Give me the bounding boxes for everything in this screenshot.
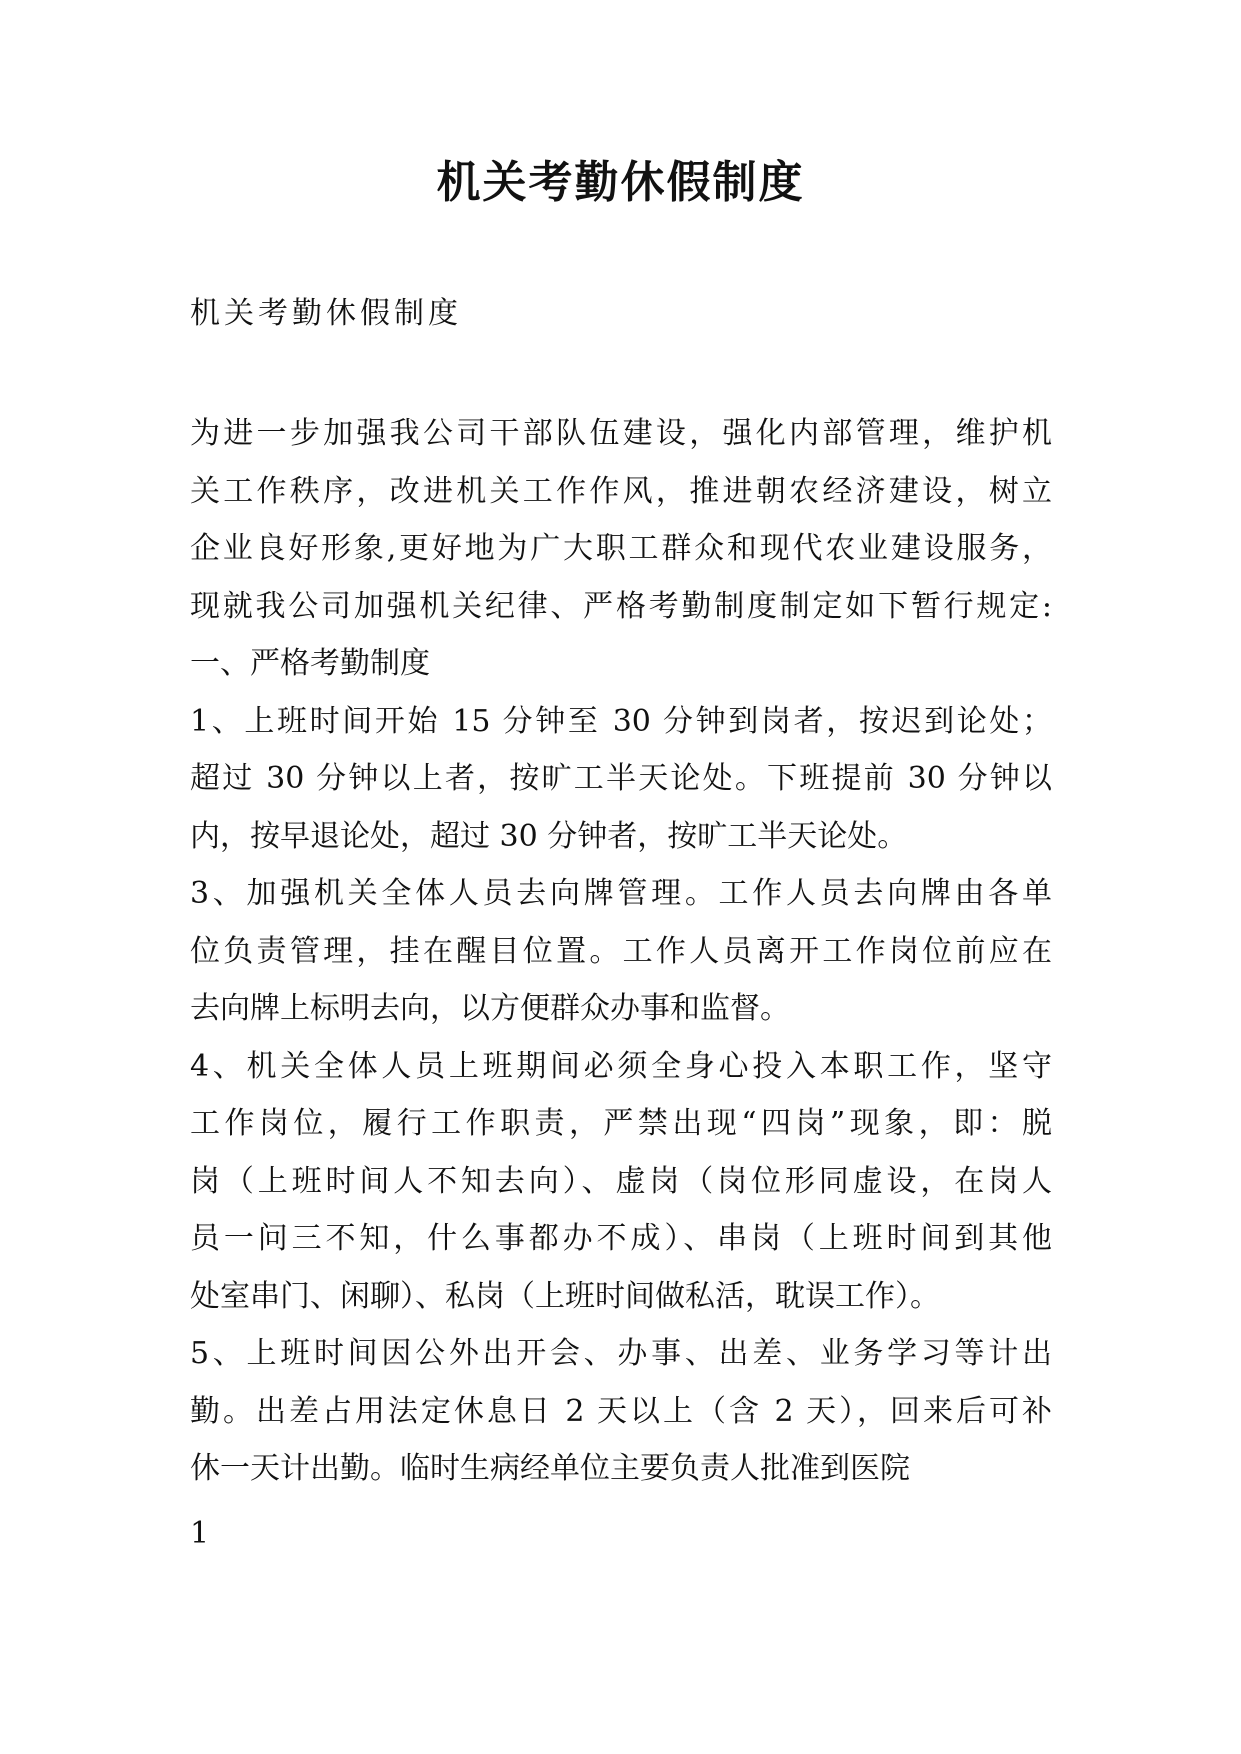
body-line: 位负责管理，挂在醒目位置。工作人员离开工作岗位前应在 — [190, 933, 1052, 969]
body-line: 现就我公司加强机关纪律、严格考勤制度制定如下暂行规定: — [190, 588, 1052, 624]
body-line: 岗（上班时间人不知去向）、虚岗（岗位形同虚设，在岗人 — [190, 1163, 1052, 1199]
document-body — [190, 405, 1052, 1498]
body-line: 1、上班时间开始 15 分钟至 30 分钟到岗者，按迟到论处； — [190, 703, 1052, 739]
body-line: 去向牌上标明去向，以方便群众办事和监督。 — [190, 991, 790, 1026]
body-line: 4、机关全体人员上班期间必须全身心投入本职工作，坚守 — [190, 1048, 1052, 1084]
body-line: 超过 30 分钟以上者，按旷工半天论处。下班提前 30 分钟以 — [190, 761, 1052, 796]
body-line: 企业良好形象,更好地为广大职工群众和现代农业建设服务， — [190, 531, 1052, 566]
body-line: 内，按早退论处，超过 30 分钟者，按旷工半天论处。 — [190, 818, 908, 854]
body-line: 5、上班时间因公外出开会、办事、出差、业务学习等计出 — [190, 1336, 1052, 1371]
body-line: 工作岗位，履行工作职责，严禁出现“四岗”现象，即：脱 — [190, 1106, 1052, 1141]
body-line: 勤。出差占用法定休息日 2 天以上（含 2 天），回来后可补 — [190, 1393, 1052, 1429]
page-number: 1 — [190, 1516, 210, 1551]
document-title: 机关考勤休假制度 — [436, 157, 805, 208]
body-line: 一、严格考勤制度 — [190, 646, 430, 681]
body-line: 为进一步加强我公司干部队伍建设，强化内部管理，维护机 — [190, 416, 1052, 451]
body-line: 处室串门、闲聊）、私岗（上班时间做私活，耽误工作）。 — [190, 1278, 940, 1314]
body-line: 休一天计出勤。临时生病经单位主要负责人批准到医院 — [190, 1451, 910, 1486]
document-subtitle: 机关考勤休假制度 — [190, 296, 462, 331]
body-line: 员一问三不知，什么事都办不成）、串岗（上班时间到其他 — [190, 1221, 1052, 1256]
body-line: 关工作秩序，改进机关工作作风，推进朝农经济建设，树立 — [190, 473, 1052, 509]
body-line: 3、加强机关全体人员去向牌管理。工作人员去向牌由各单 — [190, 876, 1052, 911]
